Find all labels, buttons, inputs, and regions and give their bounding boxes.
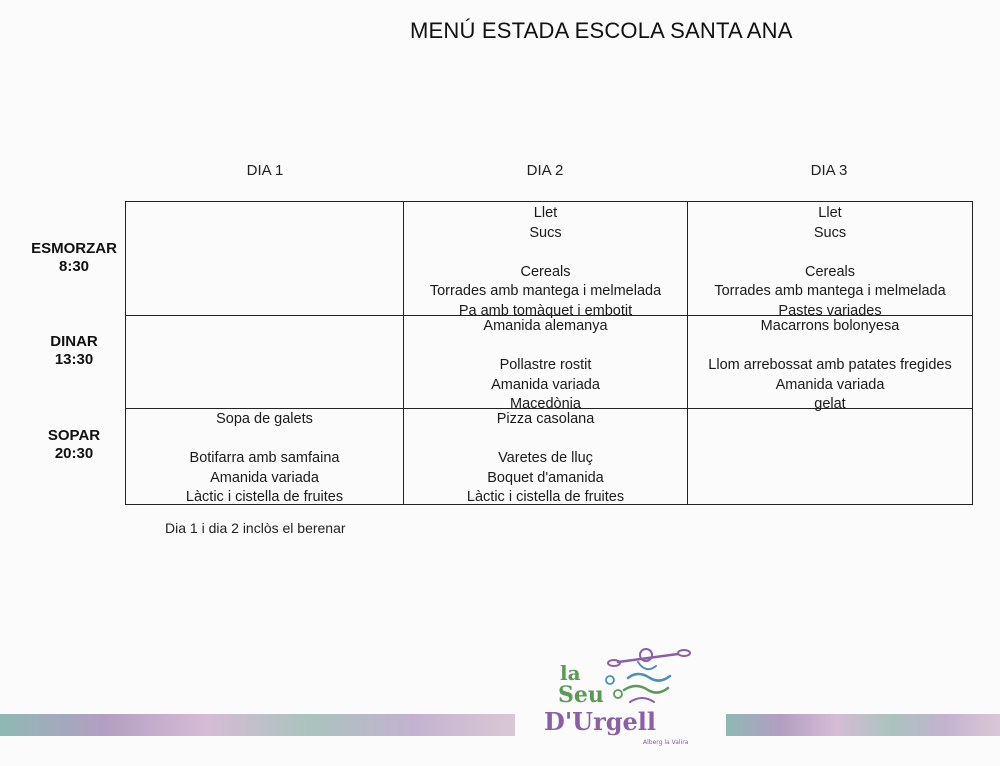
page-title: MENÚ ESTADA ESCOLA SANTA ANA bbox=[410, 18, 793, 43]
day-header-3: DIA 3 bbox=[810, 162, 848, 179]
meal-time: 13:30 bbox=[54, 351, 94, 368]
meal-name: ESMORZAR bbox=[31, 240, 117, 257]
day-header-2: DIA 2 bbox=[526, 162, 564, 179]
menu-item: Cereals bbox=[520, 263, 571, 280]
kayaker-icon bbox=[606, 649, 690, 702]
logo-subtitle: Alberg la Valira bbox=[643, 739, 689, 746]
cell-esmorzar-dia2 bbox=[404, 204, 687, 321]
menu-item: Amanida alemanya bbox=[483, 318, 608, 334]
logo bbox=[538, 640, 718, 750]
menu-item: Sucs bbox=[813, 224, 847, 241]
menu-item bbox=[404, 430, 687, 450]
cell-sopar-dia2 bbox=[404, 410, 687, 508]
menu-item bbox=[688, 337, 972, 357]
menu-item: gelat bbox=[814, 396, 846, 412]
menu-item: Amanida variada bbox=[210, 469, 319, 486]
meal-time: 8:30 bbox=[58, 258, 90, 275]
menu-item bbox=[688, 243, 972, 263]
cell-sopar-dia1 bbox=[126, 410, 403, 508]
footnote: Dia 1 i dia 2 inclòs el berenar bbox=[165, 520, 346, 536]
meal-label-dinar bbox=[24, 333, 124, 369]
menu-item: Llet bbox=[818, 205, 842, 221]
meal-name: DINAR bbox=[50, 333, 98, 350]
menu-item: Làctic i cistella de fruites bbox=[466, 489, 625, 505]
menu-item: Varetes de lluç bbox=[498, 450, 593, 466]
menu-item: Pastes variades bbox=[778, 302, 882, 319]
menu-item bbox=[126, 430, 403, 450]
day-header-1: DIA 1 bbox=[246, 162, 284, 179]
menu-item: Macarrons bolonyesa bbox=[760, 318, 900, 334]
meal-name: SOPAR bbox=[47, 427, 101, 444]
menu-item: Pizza casolana bbox=[496, 411, 595, 427]
meal-label-esmorzar bbox=[24, 240, 124, 276]
menu-item: Sucs bbox=[529, 224, 562, 241]
menu-item: Amanida variada bbox=[491, 376, 600, 393]
menu-item bbox=[404, 337, 687, 357]
menu-item: Llom arrebossat amb patates fregides bbox=[708, 357, 952, 373]
cell-dinar-dia2 bbox=[404, 317, 687, 415]
logo-text-la: la bbox=[560, 661, 581, 685]
menu-item: Macedònia bbox=[510, 396, 581, 412]
menu-table bbox=[125, 201, 973, 505]
menu-item: Cereals bbox=[805, 263, 855, 280]
menu-item: Làctic i cistella de fruites bbox=[185, 489, 344, 505]
logo-text-urgell: D'Urgell bbox=[544, 707, 657, 736]
menu-item: Llet bbox=[533, 205, 558, 221]
cell-esmorzar-dia3 bbox=[688, 204, 972, 321]
menu-item: Boquet d'amanida bbox=[487, 469, 604, 486]
decorative-stripe-left bbox=[0, 714, 515, 736]
menu-item: Botifarra amb samfaina bbox=[189, 450, 340, 466]
menu-item bbox=[404, 243, 687, 263]
menu-item: Sopa de galets bbox=[216, 411, 313, 427]
logo-text-seu: Seu bbox=[558, 682, 604, 708]
menu-item: Torrades amb mantega i melmelada bbox=[429, 283, 662, 299]
menu-item: Pollastre rostit bbox=[499, 357, 592, 373]
meal-label-sopar bbox=[24, 427, 124, 463]
menu-item: Torrades amb mantega i melmelada bbox=[714, 283, 946, 299]
meal-time: 20:30 bbox=[54, 445, 94, 462]
decorative-stripe-right bbox=[726, 714, 1000, 736]
cell-dinar-dia3 bbox=[688, 317, 972, 415]
menu-item: Pa amb tomàquet i embotit bbox=[458, 302, 633, 319]
menu-item: Amanida variada bbox=[775, 376, 885, 393]
